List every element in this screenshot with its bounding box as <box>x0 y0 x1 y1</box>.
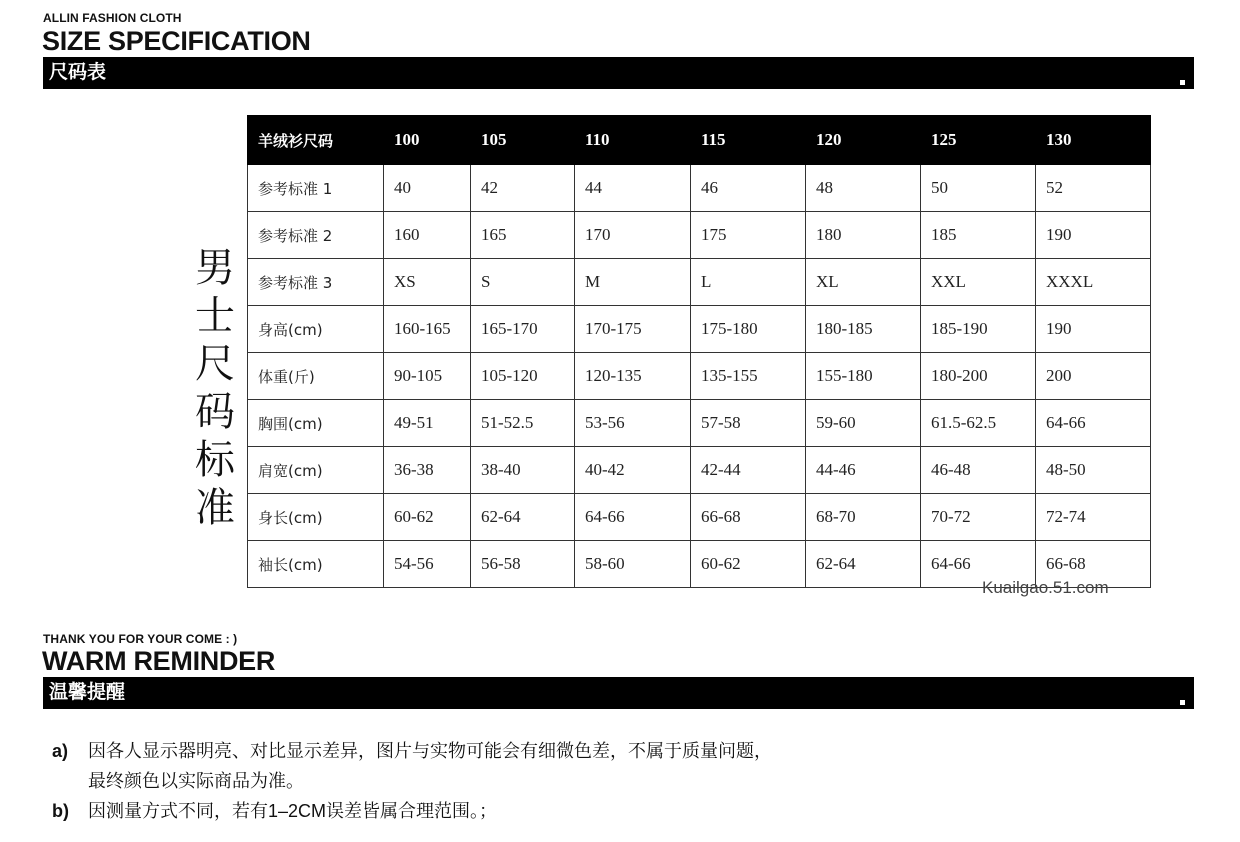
table-cell: 185 <box>921 212 1036 259</box>
table-cell: 48 <box>806 165 921 212</box>
table-cell: 160 <box>384 212 471 259</box>
row-label: 参考标准 2 <box>248 212 384 259</box>
table-cell: 40 <box>384 165 471 212</box>
row-label: 身长(cm) <box>248 494 384 541</box>
table-cell: 38-40 <box>471 447 575 494</box>
table-cell: 59-60 <box>806 400 921 447</box>
table-row <box>248 494 1151 541</box>
table-cell: 66-68 <box>1036 541 1151 588</box>
table-cell: S <box>471 259 575 306</box>
header-cell: 110 <box>575 116 691 165</box>
table-cell: 54-56 <box>384 541 471 588</box>
reminder-notes <box>52 736 772 826</box>
note-text: 因测量方式不同，若有1–2CM误差皆属合理范围。； <box>88 801 498 821</box>
table-cell: 70-72 <box>921 494 1036 541</box>
note-b <box>52 796 772 826</box>
table-cell: 180-185 <box>806 306 921 353</box>
table-cell: M <box>575 259 691 306</box>
row-label: 体重(斤) <box>248 353 384 400</box>
table-cell: 90-105 <box>384 353 471 400</box>
table-cell: 165-170 <box>471 306 575 353</box>
table-cell: XL <box>806 259 921 306</box>
row-label: 胸围(cm) <box>248 400 384 447</box>
table-cell: 190 <box>1036 212 1151 259</box>
table-cell: 51-52.5 <box>471 400 575 447</box>
table-cell: XXL <box>921 259 1036 306</box>
table-cell: 42-44 <box>691 447 806 494</box>
table-row <box>248 447 1151 494</box>
header-cell: 130 <box>1036 116 1151 165</box>
table-cell: 52 <box>1036 165 1151 212</box>
table-cell: 62-64 <box>471 494 575 541</box>
table-cell: 200 <box>1036 353 1151 400</box>
row-label: 身高(cm) <box>248 306 384 353</box>
table-cell: 68-70 <box>806 494 921 541</box>
table-cell: 40-42 <box>575 447 691 494</box>
note-tag: b) <box>52 801 69 821</box>
table-cell: 170 <box>575 212 691 259</box>
note-text: 因各人显示器明亮、对比显示差异，图片与实物可能会有细微色差，不属于质量问题， <box>88 741 772 761</box>
table-cell: 53-56 <box>575 400 691 447</box>
table-cell: 36-38 <box>384 447 471 494</box>
mens-size-standard-label: 男士尺码标准 <box>195 245 235 531</box>
table-row <box>248 306 1151 353</box>
table-cell: 57-58 <box>691 400 806 447</box>
table-cell: XS <box>384 259 471 306</box>
table-cell: 44-46 <box>806 447 921 494</box>
table-cell: 60-62 <box>691 541 806 588</box>
table-cell: 185-190 <box>921 306 1036 353</box>
table-row <box>248 259 1151 306</box>
table-cell: 62-64 <box>806 541 921 588</box>
brand-caption: ALLIN FASHION CLOTH <box>43 11 182 25</box>
table-cell: 105-120 <box>471 353 575 400</box>
header-cell: 115 <box>691 116 806 165</box>
reminder-bar-label: 温馨提醒 <box>49 682 126 703</box>
table-cell: 155-180 <box>806 353 921 400</box>
row-label: 肩宽(cm) <box>248 447 384 494</box>
reminder-caption: THANK YOU FOR YOUR COME : ) <box>43 632 238 646</box>
note-tag: a) <box>52 741 69 761</box>
row-label: 参考标准 1 <box>248 165 384 212</box>
table-cell: 190 <box>1036 306 1151 353</box>
row-label: 参考标准 3 <box>248 259 384 306</box>
size-specification-title: SIZE SPECIFICATION <box>42 26 311 56</box>
header-cell: 120 <box>806 116 921 165</box>
table-cell: 50 <box>921 165 1036 212</box>
table-cell: 56-58 <box>471 541 575 588</box>
table-row <box>248 212 1151 259</box>
table-cell: 175 <box>691 212 806 259</box>
size-chart-bar <box>43 57 1194 89</box>
table-row <box>248 165 1151 212</box>
table-cell: 64-66 <box>1036 400 1151 447</box>
note-a-continued: 最终颜色以实际商品为准。 <box>88 771 304 791</box>
table-cell: 60-62 <box>384 494 471 541</box>
table-cell: 42 <box>471 165 575 212</box>
table-cell: 58-60 <box>575 541 691 588</box>
header-cell: 100 <box>384 116 471 165</box>
table-cell: 180-200 <box>921 353 1036 400</box>
bar-dot <box>1180 700 1185 705</box>
table-cell: 170-175 <box>575 306 691 353</box>
table-cell: 46 <box>691 165 806 212</box>
table-cell: 135-155 <box>691 353 806 400</box>
table-cell: 61.5-62.5 <box>921 400 1036 447</box>
header-cell: 羊绒衫尺码 <box>248 116 384 165</box>
size-table <box>247 115 1151 588</box>
bar-dot <box>1180 80 1185 85</box>
warm-reminder-title: WARM REMINDER <box>42 646 276 676</box>
table-cell: 160-165 <box>384 306 471 353</box>
table-cell: 64-66 <box>921 541 1036 588</box>
reminder-bar <box>43 677 1194 709</box>
size-chart-bar-label: 尺码表 <box>49 62 107 83</box>
note-a <box>52 736 772 766</box>
watermark: Kuailgao.51.com <box>982 578 1109 597</box>
table-cell: L <box>691 259 806 306</box>
table-cell: 46-48 <box>921 447 1036 494</box>
size-table-header-row <box>248 116 1151 165</box>
table-cell: XXXL <box>1036 259 1151 306</box>
table-row <box>248 400 1151 447</box>
table-cell: 49-51 <box>384 400 471 447</box>
table-cell: 72-74 <box>1036 494 1151 541</box>
table-cell: 120-135 <box>575 353 691 400</box>
table-cell: 48-50 <box>1036 447 1151 494</box>
header-cell: 105 <box>471 116 575 165</box>
row-label: 袖长(cm) <box>248 541 384 588</box>
table-row <box>248 353 1151 400</box>
table-cell: 44 <box>575 165 691 212</box>
table-cell: 180 <box>806 212 921 259</box>
table-cell: 165 <box>471 212 575 259</box>
table-cell: 175-180 <box>691 306 806 353</box>
table-cell: 64-66 <box>575 494 691 541</box>
table-cell: 66-68 <box>691 494 806 541</box>
header-cell: 125 <box>921 116 1036 165</box>
